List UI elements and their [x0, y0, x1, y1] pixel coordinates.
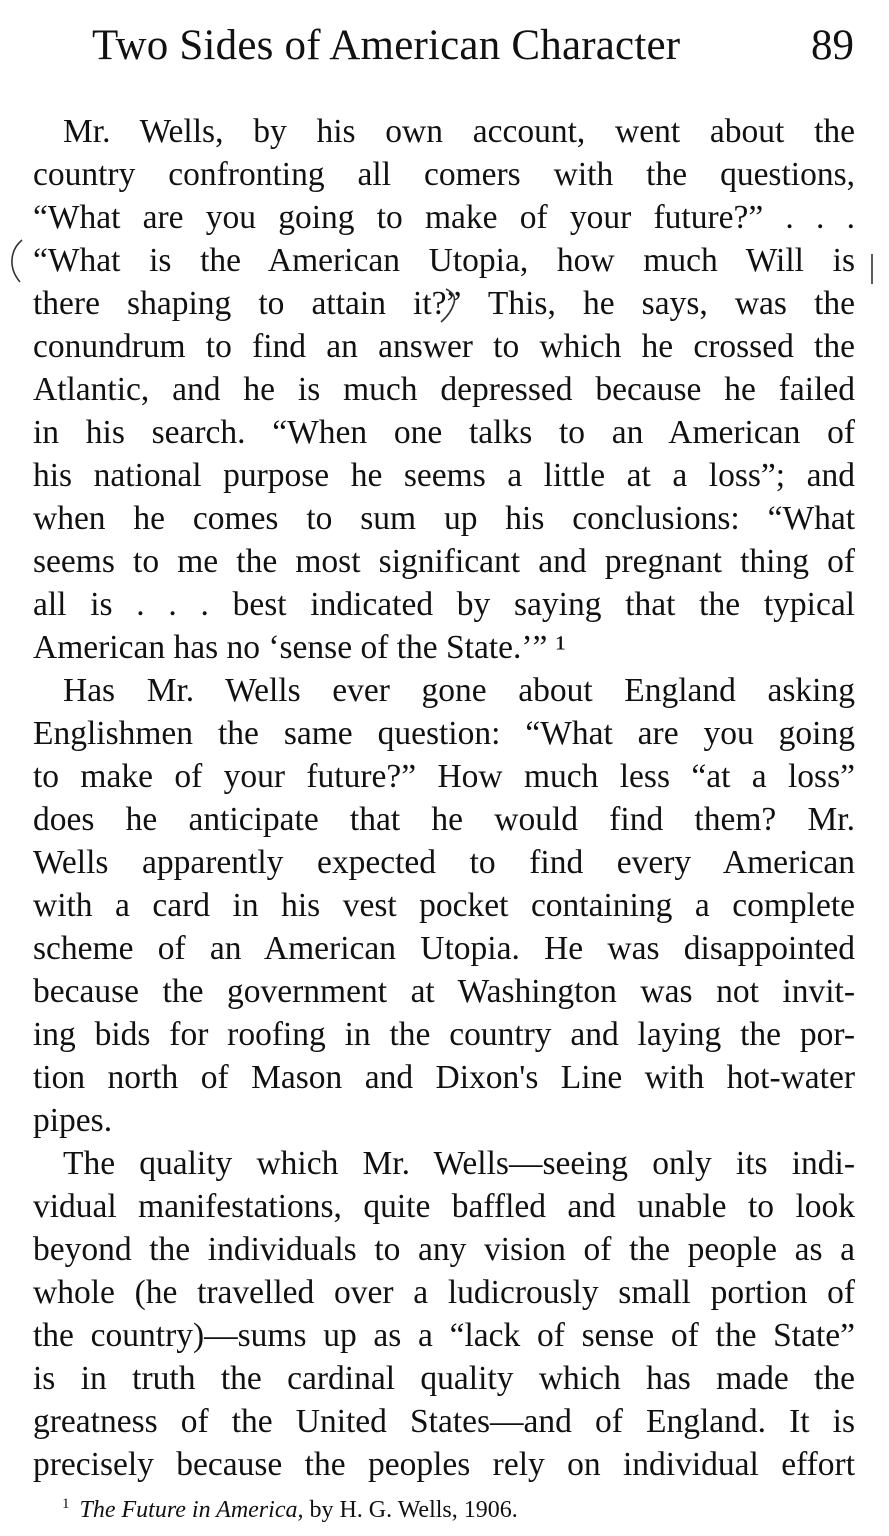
text-line: Englishmen the same question: “What are you going: [33, 715, 855, 752]
pencil-bracket-mark: [12, 240, 22, 282]
text-line: Atlantic, and he is much depressed because he failed: [33, 371, 855, 408]
text-line: American has no ‘sense of the State.’” ¹: [33, 629, 566, 666]
text-line: is in truth the cardinal quality which has made the: [33, 1360, 855, 1397]
text-line: all is . . . best indicated by saying that the typical: [33, 586, 855, 623]
text-line: the country)—sums up as a “lack of sense of the State”: [33, 1317, 855, 1354]
text-line: beyond the individuals to any vision of the people as a: [33, 1231, 855, 1268]
text-line: greatness of the United States—and of England. It is: [33, 1403, 855, 1440]
text-line: there shaping to attain it?” This, he says, was the: [33, 285, 855, 322]
page-number: 89: [811, 22, 854, 69]
text-line: Mr. Wells, by his own account, went about the: [63, 113, 855, 150]
footnote-mark: 1: [62, 1496, 70, 1512]
text-line: scheme of an American Utopia. He was disappointed: [33, 930, 855, 967]
text-line: when he comes to sum up his conclusions: “What: [33, 500, 855, 537]
footnote: [62, 1488, 518, 1526]
text-line: conundrum to find an answer to which he crossed the: [33, 328, 855, 365]
text-line: The quality which Mr. Wells—seeing only its indi-: [63, 1145, 855, 1182]
running-head: Two Sides of American Character: [92, 22, 681, 69]
text-line: country confronting all comers with the questions,: [33, 156, 855, 193]
text-line: tion north of Mason and Dixon's Line with hot-water: [33, 1059, 855, 1096]
text-line: pipes.: [33, 1102, 113, 1139]
text-line: whole (he travelled over a ludicrously small portion of: [33, 1274, 855, 1311]
body-text: [33, 110, 855, 1486]
text-line: because the government at Washington was not invit-: [33, 973, 855, 1010]
text-line: Has Mr. Wells ever gone about England asking: [63, 672, 855, 709]
footnote-citation: by H. G. Wells, 1906.: [303, 1497, 518, 1523]
text-line: does he anticipate that he would find them? Mr.: [33, 801, 855, 838]
text-line: “What are you going to make of your future?” . . .: [33, 199, 855, 236]
text-line: precisely because the peoples rely on individual effort: [33, 1446, 855, 1483]
page-header: [92, 18, 862, 74]
text-line: ing bids for roofing in the country and laying the por-: [33, 1016, 855, 1053]
footnote-book-title: The Future in America,: [79, 1497, 304, 1523]
text-line: with a card in his vest pocket containing a complete: [33, 887, 855, 924]
text-line: Wells apparently expected to find every American: [33, 844, 855, 881]
text-line: seems to me the most significant and pregnant thing of: [33, 543, 855, 580]
text-line: to make of your future?” How much less “at a loss”: [33, 758, 855, 795]
text-line: his national purpose he seems a little at a loss”; and: [33, 457, 855, 494]
text-line: in his search. “When one talks to an American of: [33, 414, 855, 451]
text-line: “What is the American Utopia, how much Will is: [33, 242, 855, 279]
text-line: vidual manifestations, quite baffled and unable to look: [33, 1188, 855, 1225]
